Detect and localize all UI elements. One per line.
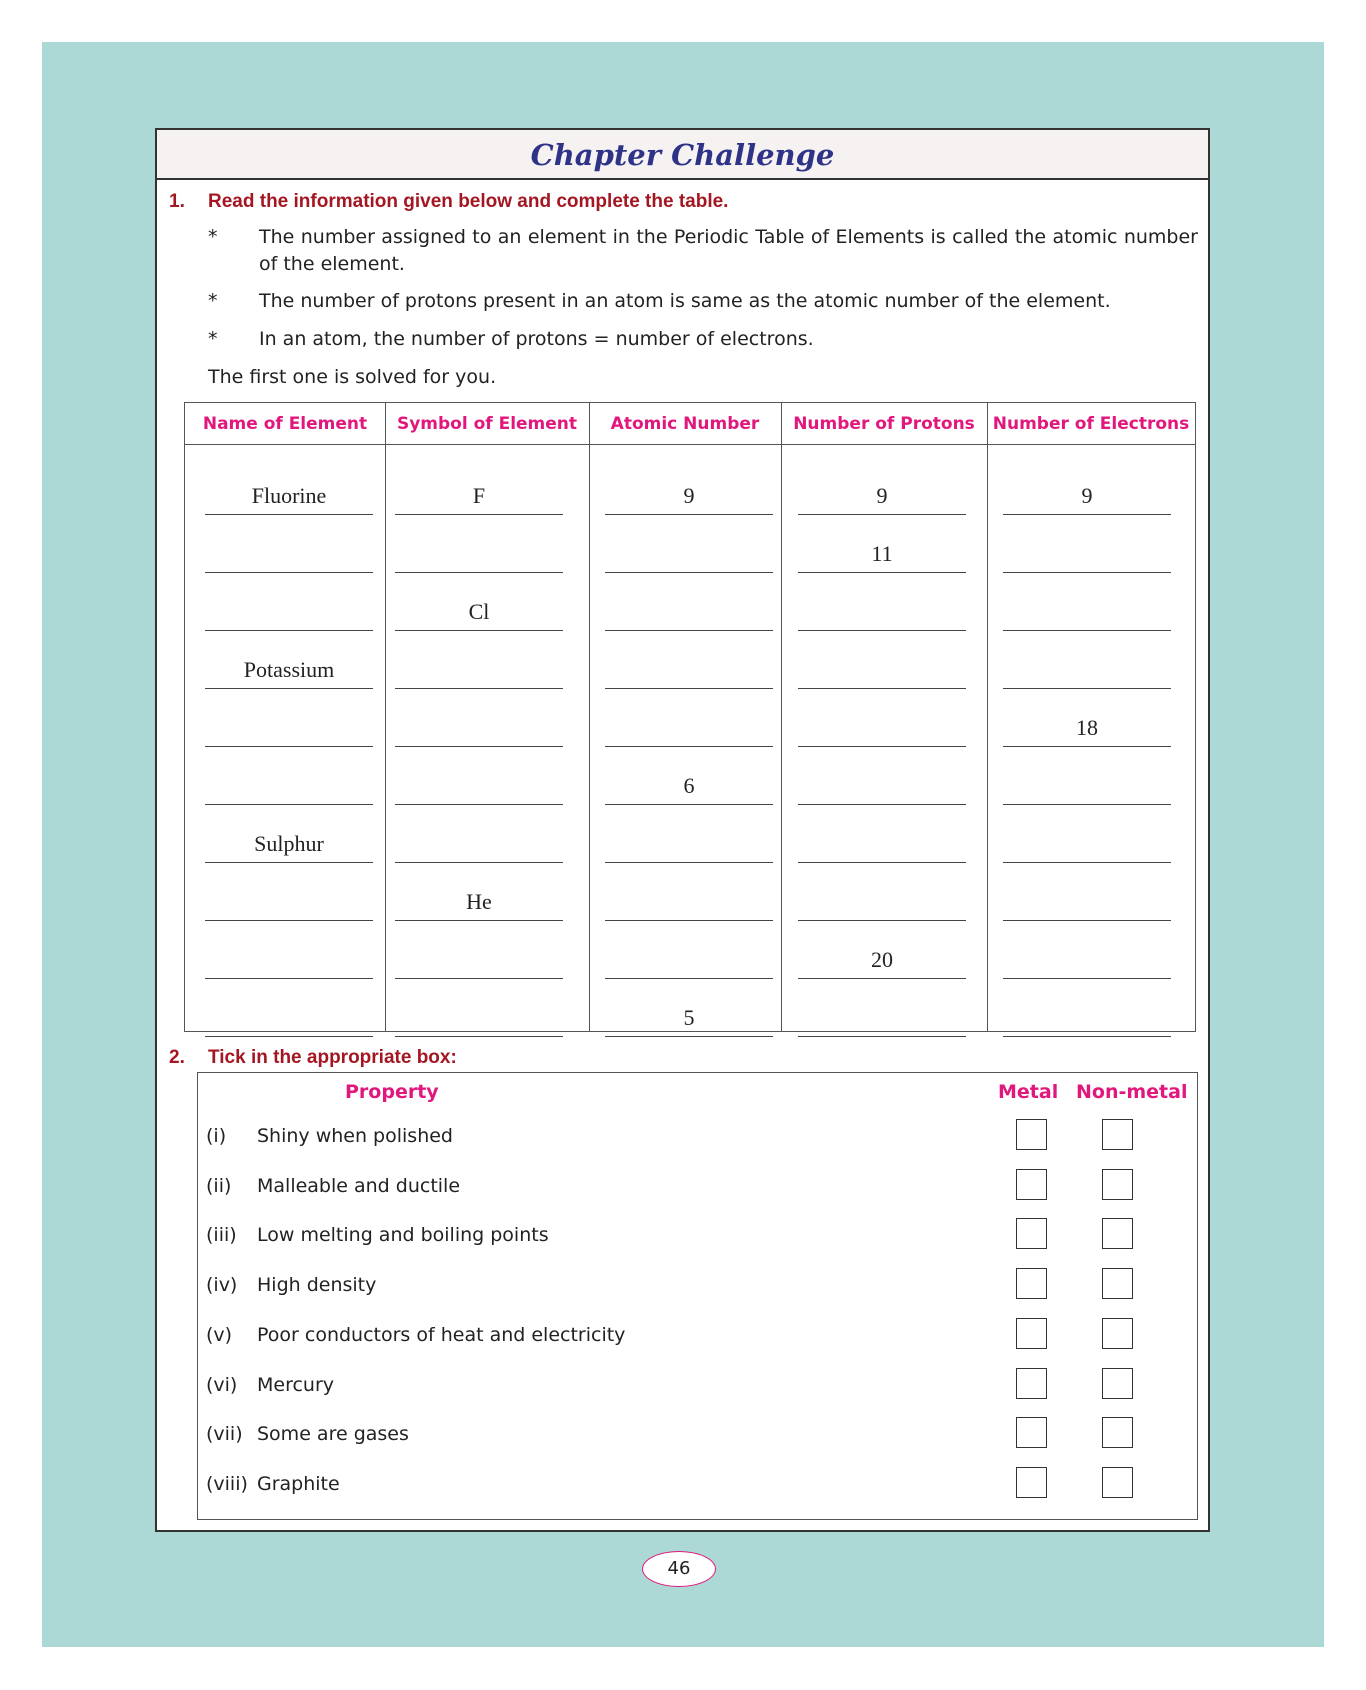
property-text: Poor conductors of heat and electricity <box>257 1323 626 1346</box>
answer-blank[interactable] <box>205 457 373 515</box>
q1-text: Read the information given below and complete the table. <box>208 191 729 212</box>
cell-value: He <box>466 889 492 914</box>
metal-checkbox[interactable] <box>1016 1268 1047 1299</box>
title-bar <box>157 130 1208 180</box>
answer-blank[interactable] <box>205 747 373 805</box>
non-metal-checkbox[interactable] <box>1102 1467 1133 1498</box>
q1-bullet-2 <box>208 288 1198 315</box>
bullet-star: * <box>208 290 218 312</box>
answer-blank[interactable] <box>798 979 966 1037</box>
property-row <box>198 1461 1197 1511</box>
answer-blank[interactable] <box>1003 631 1171 689</box>
answer-blank[interactable] <box>1003 979 1171 1037</box>
answer-blank[interactable] <box>1003 515 1171 573</box>
answer-blank[interactable] <box>605 863 773 921</box>
answer-blank[interactable] <box>395 979 563 1037</box>
answer-blank[interactable] <box>205 979 373 1037</box>
answer-line <box>1003 1036 1171 1037</box>
header-symbol-of-element: Symbol of Element <box>396 414 578 434</box>
table-divider <box>781 403 782 1031</box>
q2-text: Tick in the appropriate box: <box>208 1047 457 1068</box>
property-number: (i) <box>206 1125 227 1147</box>
metal-checkbox[interactable] <box>1016 1417 1047 1448</box>
q1-bullet-3 <box>208 326 1198 353</box>
non-metal-checkbox[interactable] <box>1102 1318 1133 1349</box>
answer-blank[interactable] <box>605 515 773 573</box>
header-number-of-protons: Number of Protons <box>793 414 975 434</box>
property-text: Some are gases <box>257 1423 409 1446</box>
property-row <box>198 1312 1197 1362</box>
metal-checkbox[interactable] <box>1016 1169 1047 1200</box>
answer-blank[interactable] <box>605 631 773 689</box>
q2-number: 2. <box>169 1047 185 1068</box>
property-number: (viii) <box>206 1472 248 1495</box>
page-title: Chapter Challenge <box>530 138 835 172</box>
answer-blank[interactable] <box>1003 689 1171 747</box>
non-metal-checkbox[interactable] <box>1102 1368 1133 1399</box>
answer-blank[interactable] <box>1003 573 1171 631</box>
bullet-text: The number assigned to an element in the Periodic Table of Elements is called the atomic number of the element. <box>259 226 1198 275</box>
answer-blank[interactable] <box>798 747 966 805</box>
property-row <box>198 1262 1197 1312</box>
answer-blank[interactable] <box>605 979 773 1037</box>
metal-checkbox[interactable] <box>1016 1119 1047 1150</box>
answer-blank[interactable] <box>395 631 563 689</box>
answer-blank[interactable] <box>205 921 373 979</box>
answer-blank[interactable] <box>205 863 373 921</box>
answer-blank[interactable] <box>605 805 773 863</box>
property-text: High density <box>257 1274 377 1297</box>
cell-value: 18 <box>1076 715 1098 740</box>
answer-blank[interactable] <box>605 747 773 805</box>
property-table <box>197 1072 1198 1520</box>
property-text: Graphite <box>257 1472 340 1495</box>
non-metal-checkbox[interactable] <box>1102 1268 1133 1299</box>
header-non-metal: Non-metal <box>1076 1081 1188 1103</box>
answer-blank[interactable] <box>205 631 373 689</box>
property-number: (v) <box>206 1323 233 1346</box>
answer-blank[interactable] <box>798 631 966 689</box>
answer-blank[interactable] <box>798 457 966 515</box>
answer-blank[interactable] <box>1003 863 1171 921</box>
property-text: Low melting and boiling points <box>257 1224 549 1247</box>
cell-value: 9 <box>1081 483 1093 508</box>
answer-blank[interactable] <box>395 457 563 515</box>
property-number: (iv) <box>206 1274 238 1297</box>
answer-blank[interactable] <box>395 747 563 805</box>
answer-line <box>605 1036 773 1037</box>
cell-value: Sulphur <box>254 831 324 856</box>
answer-blank[interactable] <box>798 515 966 573</box>
bullet-text: The number of protons present in an atom is same as the atomic number of the element. <box>259 290 1111 312</box>
answer-blank[interactable] <box>605 573 773 631</box>
header-name-of-element: Name of Element <box>202 414 368 434</box>
metal-checkbox[interactable] <box>1016 1467 1047 1498</box>
cell-value: F <box>472 483 486 508</box>
answer-blank[interactable] <box>205 689 373 747</box>
property-number: (vii) <box>206 1423 243 1446</box>
answer-blank[interactable] <box>605 689 773 747</box>
metal-checkbox[interactable] <box>1016 1218 1047 1249</box>
answer-blank[interactable] <box>395 921 563 979</box>
property-row <box>198 1163 1197 1213</box>
property-number: (vi) <box>206 1373 238 1396</box>
property-row <box>198 1212 1197 1262</box>
answer-blank[interactable] <box>798 921 966 979</box>
answer-blank[interactable] <box>605 457 773 515</box>
answer-blank[interactable] <box>1003 921 1171 979</box>
property-number: (ii) <box>206 1174 232 1197</box>
q1-bullet-1 <box>208 224 1198 278</box>
metal-checkbox[interactable] <box>1016 1368 1047 1399</box>
answer-blank[interactable] <box>1003 805 1171 863</box>
answer-blank[interactable] <box>395 515 563 573</box>
metal-checkbox[interactable] <box>1016 1318 1047 1349</box>
answer-blank[interactable] <box>798 689 966 747</box>
cell-value: 6 <box>683 773 695 798</box>
property-row <box>198 1411 1197 1461</box>
cell-value: Potassium <box>243 657 335 682</box>
page-number: 46 <box>642 1551 716 1587</box>
answer-blank[interactable] <box>1003 457 1171 515</box>
answer-blank[interactable] <box>395 805 563 863</box>
answer-blank[interactable] <box>1003 747 1171 805</box>
header-property: Property <box>345 1081 439 1103</box>
answer-blank[interactable] <box>605 921 773 979</box>
answer-blank[interactable] <box>205 805 373 863</box>
answer-blank[interactable] <box>205 573 373 631</box>
answer-blank[interactable] <box>798 573 966 631</box>
answer-blank[interactable] <box>798 805 966 863</box>
answer-blank[interactable] <box>395 863 563 921</box>
header-number-of-electrons: Number of Electrons <box>992 414 1190 434</box>
cell-value: 5 <box>683 1005 695 1030</box>
property-text: Mercury <box>257 1373 335 1396</box>
property-text: Malleable and ductile <box>257 1174 461 1197</box>
table-divider <box>385 403 386 1031</box>
q1-note: The first one is solved for you. <box>208 366 497 388</box>
non-metal-checkbox[interactable] <box>1102 1169 1133 1200</box>
cell-value: Fluorine <box>251 483 327 508</box>
worksheet-page <box>155 128 1210 1532</box>
answer-line <box>205 1036 373 1037</box>
cell-value: 9 <box>876 483 888 508</box>
answer-blank[interactable] <box>798 863 966 921</box>
bullet-star: * <box>208 226 218 248</box>
non-metal-checkbox[interactable] <box>1102 1218 1133 1249</box>
header-metal: Metal <box>998 1081 1059 1103</box>
answer-blank[interactable] <box>395 573 563 631</box>
bullet-star: * <box>208 328 218 350</box>
non-metal-checkbox[interactable] <box>1102 1417 1133 1448</box>
table-divider <box>589 403 590 1031</box>
cell-value: Cl <box>468 599 490 624</box>
answer-blank[interactable] <box>205 515 373 573</box>
bullet-text: In an atom, the number of protons = number of electrons. <box>259 328 814 350</box>
property-row <box>198 1113 1197 1163</box>
answer-line <box>395 1036 563 1037</box>
answer-blank[interactable] <box>395 689 563 747</box>
answer-line <box>798 1036 966 1037</box>
table-divider <box>987 403 988 1031</box>
q1-number: 1. <box>169 191 185 212</box>
cell-value: 9 <box>683 483 695 508</box>
cell-value: 11 <box>871 541 893 566</box>
element-table <box>184 402 1196 1032</box>
property-row <box>198 1362 1197 1412</box>
non-metal-checkbox[interactable] <box>1102 1119 1133 1150</box>
property-text: Shiny when polished <box>257 1125 453 1147</box>
header-atomic-number: Atomic Number <box>610 414 760 434</box>
property-number: (iii) <box>206 1224 237 1247</box>
cell-value: 20 <box>871 947 893 972</box>
